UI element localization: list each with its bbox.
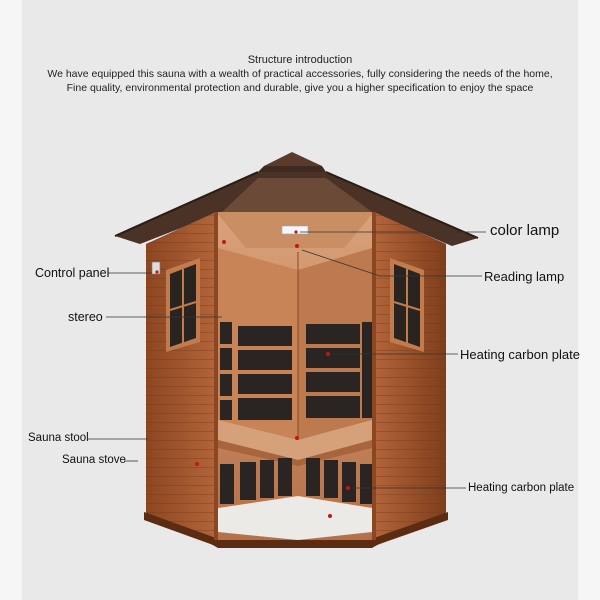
marker-carbon-plate-lower — [346, 486, 350, 490]
right-side-wall — [374, 212, 448, 546]
marker-carbon-plate-upper — [326, 352, 330, 356]
label-sauna-stool: Sauna stool — [28, 432, 89, 444]
front-threshold — [204, 540, 386, 548]
marker-floor — [328, 514, 332, 518]
label-control-panel: Control panel — [35, 266, 110, 280]
marker-control-panel — [155, 270, 158, 273]
intro-line-1: We have equipped this sauna with a wealth of practical accessories, fully considering the needs of the home, — [47, 68, 553, 80]
label-reading-lamp: Reading lamp — [484, 269, 565, 284]
label-heating-carbon-plate-lower: Heating carbon plate — [468, 482, 575, 494]
label-heating-carbon-plate-upper: Heating carbon plate — [460, 347, 580, 362]
roof-cap — [264, 152, 322, 166]
roof-cap-base — [258, 166, 326, 172]
door-frame-left — [214, 212, 218, 540]
door-frame-right — [372, 212, 376, 540]
marker-sauna-stove — [195, 462, 199, 466]
label-stereo: stereo — [68, 310, 103, 324]
sauna-interior — [204, 212, 386, 548]
marker-stereo-speaker — [222, 240, 226, 244]
intro-line-2: Fine quality, environmental protection and durable, give you a higher specification to enjoy the space — [66, 82, 534, 94]
marker-reading-lamp — [295, 244, 299, 248]
marker-sauna-stool — [295, 436, 299, 440]
label-sauna-stove: Sauna stove — [62, 454, 126, 466]
intro-title: Structure introduction — [247, 54, 353, 66]
left-side-wall — [144, 212, 216, 546]
marker-color-lamp — [294, 230, 297, 233]
label-color-lamp: color lamp — [490, 222, 560, 239]
